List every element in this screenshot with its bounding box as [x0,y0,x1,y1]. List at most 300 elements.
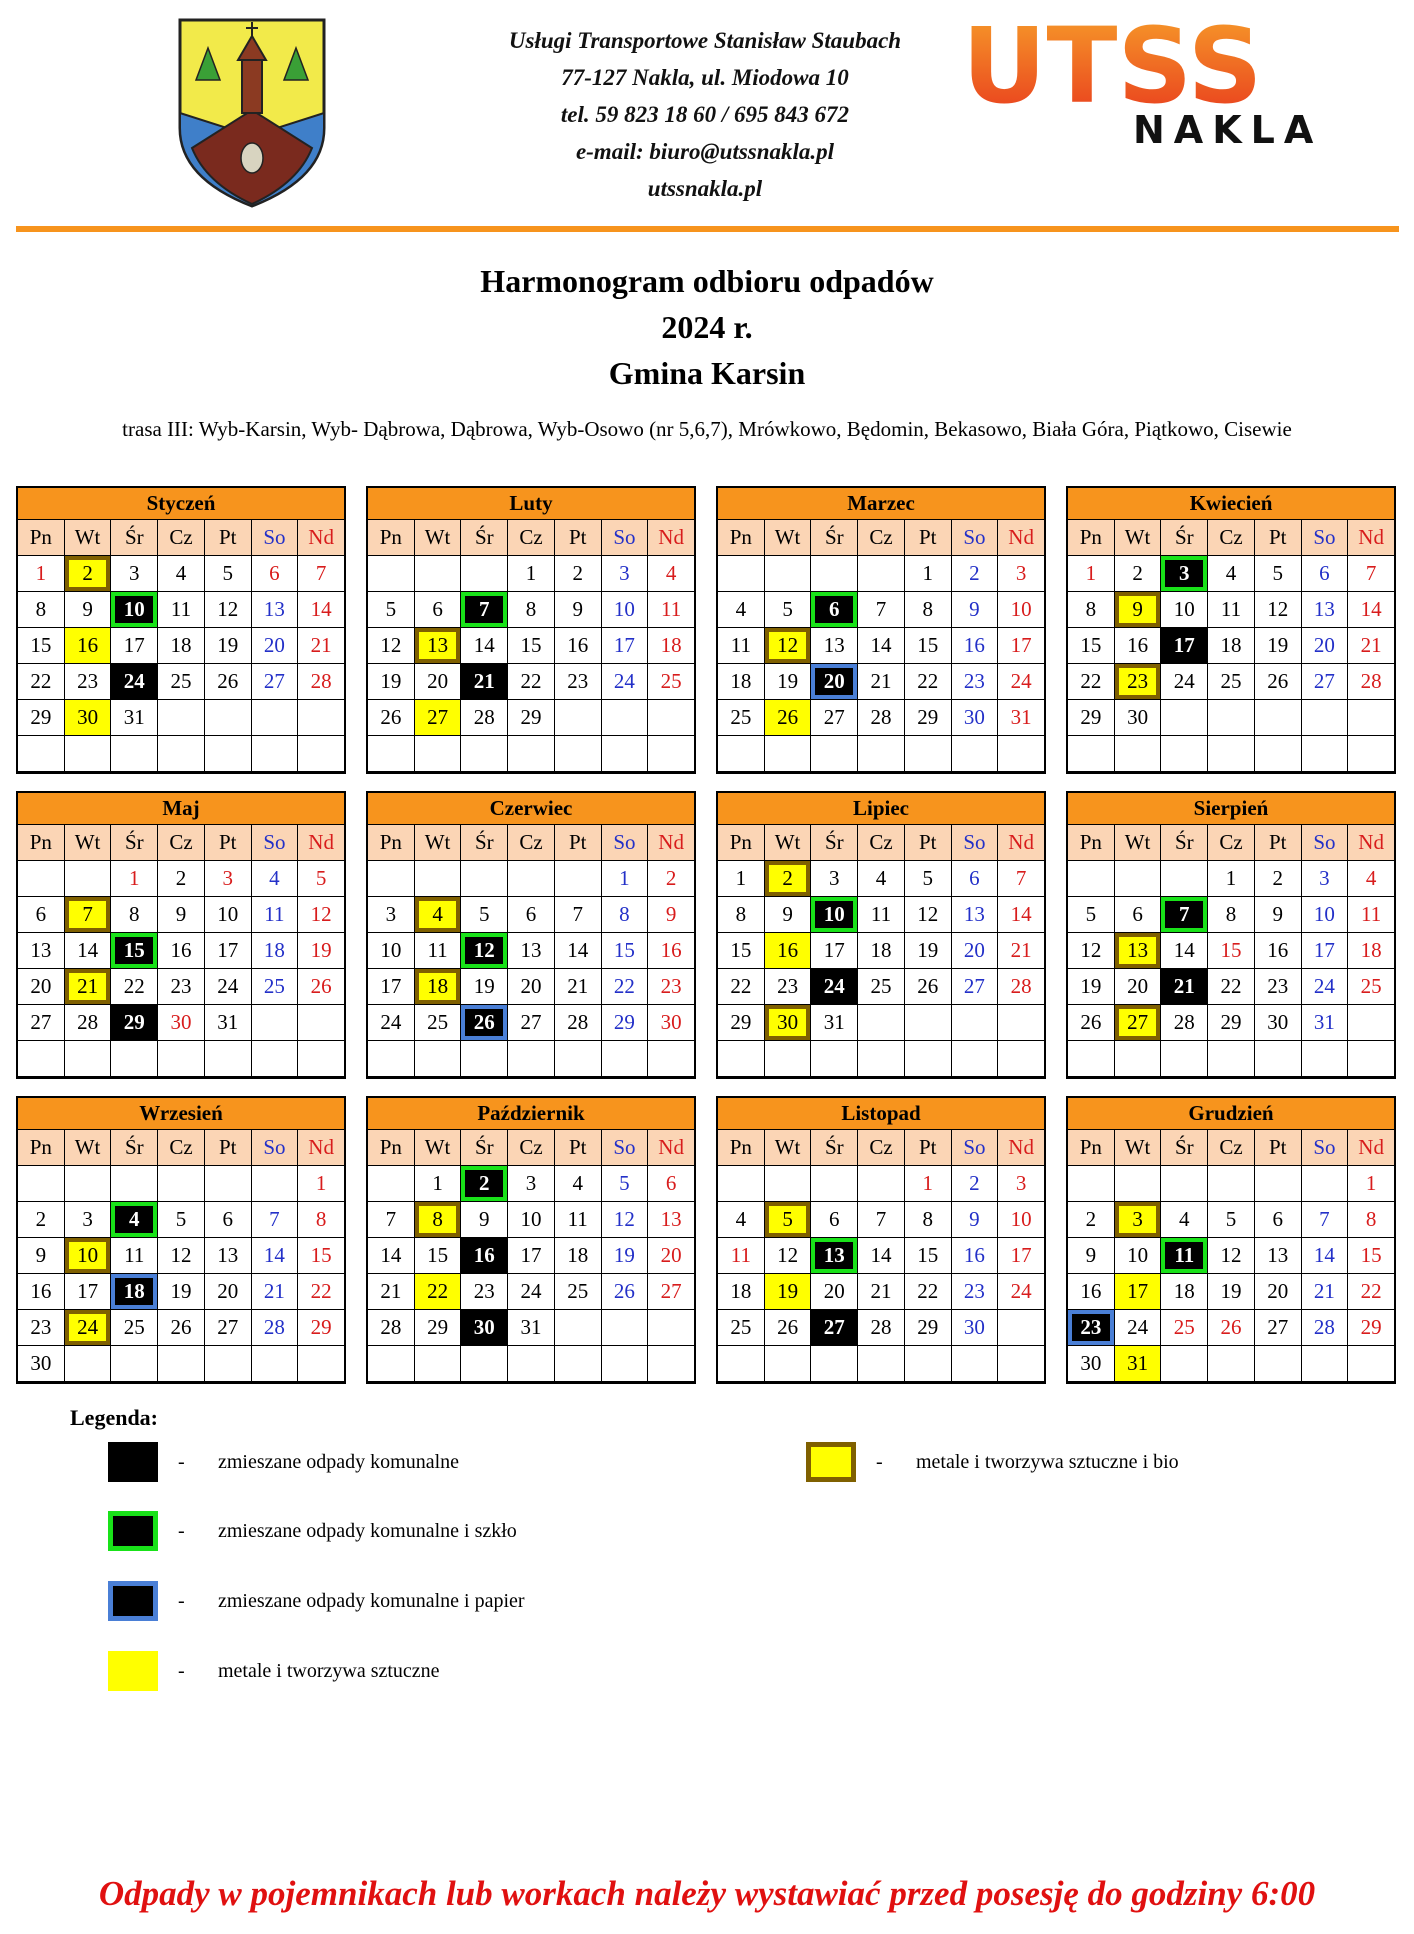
calendar-day: 6 [508,897,555,933]
calendar-day: 11 [718,628,765,664]
calendar-day: 5 [765,592,812,628]
calendar-day: 13 [1255,1238,1302,1274]
empty-day [252,700,299,736]
calendar-day: 8 [508,592,555,628]
empty-day [952,1041,999,1077]
empty-day [298,700,345,736]
empty-day [1255,736,1302,772]
month-name: Luty [366,486,696,520]
calendar-day: 30 [18,1346,65,1382]
weekday-header: Wt [415,520,462,556]
calendar-day: 10 [1161,592,1208,628]
calendar-day: 7 [368,1202,415,1238]
pickup-day: 27 [1115,1005,1162,1041]
pickup-day: 3 [1115,1202,1162,1238]
empty-day [1161,1346,1208,1382]
calendar-day: 4 [718,592,765,628]
calendar-day: 19 [905,933,952,969]
empty-day [65,1041,112,1077]
empty-day [858,1346,905,1382]
empty-day [1348,1346,1395,1382]
calendar-day: 26 [1208,1310,1255,1346]
weekday-header: Nd [998,825,1045,861]
pickup-day: 10 [111,592,158,628]
calendar-day: 8 [111,897,158,933]
empty-day [648,1041,695,1077]
calendar-day: 14 [1348,592,1395,628]
legend-item [108,1581,525,1621]
calendar-day: 23 [18,1310,65,1346]
weekday-header: Pt [555,520,602,556]
weekday-header: Pn [368,1130,415,1166]
pickup-day: 30 [461,1310,508,1346]
calendar-day: 16 [952,628,999,664]
calendar-day: 18 [1208,628,1255,664]
calendar-day: 21 [252,1274,299,1310]
empty-day [602,1346,649,1382]
empty-day [1348,700,1395,736]
calendar-day: 10 [602,592,649,628]
calendar-day: 5 [368,592,415,628]
pickup-day: 31 [1115,1346,1162,1382]
empty-day [1068,1041,1115,1077]
calendar-day: 6 [415,592,462,628]
pickup-day: 21 [461,664,508,700]
weekday-header: Wt [65,1130,112,1166]
calendar-day: 5 [205,556,252,592]
calendar-day: 15 [508,628,555,664]
calendar-day: 16 [1255,933,1302,969]
calendar-day: 1 [1348,1166,1395,1202]
pickup-day: 13 [1115,933,1162,969]
calendar-day: 6 [252,556,299,592]
calendar-day: 26 [298,969,345,1005]
calendar-day: 16 [18,1274,65,1310]
month-days-grid [16,825,346,1079]
calendar-day: 13 [811,628,858,664]
calendar-day: 30 [648,1005,695,1041]
calendar-day: 4 [718,1202,765,1238]
company-website: utssnakla.pl [647,176,763,201]
pickup-day: 7 [65,897,112,933]
calendar-day: 10 [205,897,252,933]
pickup-day: 13 [415,628,462,664]
calendar-day: 17 [508,1238,555,1274]
empty-day [1348,736,1395,772]
empty-day [18,1041,65,1077]
calendar-day: 2 [555,556,602,592]
month-days-grid [366,1130,696,1384]
calendar-day: 26 [1068,1005,1115,1041]
calendar-day: 20 [18,969,65,1005]
empty-day [1161,1166,1208,1202]
pickup-day: 23 [1068,1310,1115,1346]
pickup-day: 2 [765,861,812,897]
pickup-day: 26 [765,700,812,736]
calendar-day: 8 [1068,592,1115,628]
calendar-day: 25 [252,969,299,1005]
calendar-day: 20 [1302,628,1349,664]
empty-day [602,700,649,736]
weekday-header: Śr [811,1130,858,1166]
month-days-grid [716,825,1046,1079]
empty-day [368,1166,415,1202]
calendar-day: 7 [555,897,602,933]
calendar-day: 3 [998,1166,1045,1202]
calendar-day: 13 [648,1202,695,1238]
calendar-day: 6 [1302,556,1349,592]
calendar-day: 27 [648,1274,695,1310]
calendar-day: 28 [998,969,1045,1005]
month-calendar [366,486,696,774]
empty-day [1068,1166,1115,1202]
calendar-day: 2 [1115,556,1162,592]
legend-item [108,1511,517,1551]
month-name: Marzec [716,486,1046,520]
calendar-day: 25 [718,700,765,736]
pickup-day: 7 [1161,897,1208,933]
calendar-day: 30 [158,1005,205,1041]
calendar-day: 21 [998,933,1045,969]
weekday-header: So [252,520,299,556]
calendar-day: 28 [298,664,345,700]
empty-day [1302,1041,1349,1077]
calendar-day: 10 [1302,897,1349,933]
legend-item [108,1651,440,1691]
empty-day [1161,861,1208,897]
calendar-day: 12 [368,628,415,664]
calendar-day: 16 [648,933,695,969]
footer-notice: Odpady w pojemnikach lub workach należy wystawiać przed posesję do godziny 6:00 [98,1874,1316,1913]
empty-day [368,1041,415,1077]
calendar-day: 25 [1208,664,1255,700]
pickup-day: 30 [65,700,112,736]
calendar-day: 28 [1302,1310,1349,1346]
empty-day [1115,861,1162,897]
calendar-day: 20 [1115,969,1162,1005]
weekday-header: Cz [1208,825,1255,861]
calendar-day: 5 [1068,897,1115,933]
empty-day [1302,1166,1349,1202]
weekday-header: Śr [1161,825,1208,861]
calendar-day: 15 [718,933,765,969]
weekday-header: Pn [368,825,415,861]
calendar-day: 31 [1302,1005,1349,1041]
empty-day [602,736,649,772]
empty-day [1115,1166,1162,1202]
legend-dash: - [178,1659,185,1682]
empty-day [415,861,462,897]
calendar-day: 29 [905,700,952,736]
empty-day [158,1346,205,1382]
calendar-day: 1 [18,556,65,592]
pickup-day: 12 [461,933,508,969]
pickup-day: 22 [415,1274,462,1310]
calendar-day: 10 [998,1202,1045,1238]
calendar-day: 18 [158,628,205,664]
empty-day [368,861,415,897]
calendar-day: 28 [1348,664,1395,700]
company-info [440,22,970,207]
empty-day [1208,1041,1255,1077]
month-days-grid [366,520,696,774]
calendar-day: 4 [858,861,905,897]
empty-day [1161,1041,1208,1077]
weekday-header: Śr [1161,520,1208,556]
empty-day [18,736,65,772]
weekday-header: Wt [765,520,812,556]
calendar-day: 7 [1348,556,1395,592]
empty-day [461,1041,508,1077]
empty-day [461,1346,508,1382]
calendar-day: 14 [858,1238,905,1274]
calendar-day: 20 [811,1274,858,1310]
weekday-header: Pn [1068,1130,1115,1166]
calendar-day: 14 [1302,1238,1349,1274]
calendar-day: 10 [368,933,415,969]
calendar-day: 4 [1348,861,1395,897]
calendar-day: 31 [998,700,1045,736]
pickup-day: 8 [415,1202,462,1238]
weekday-header: Nd [298,825,345,861]
calendar-day: 11 [555,1202,602,1238]
calendar-day: 18 [1348,933,1395,969]
weekday-header: Wt [1115,1130,1162,1166]
calendar-day: 22 [508,664,555,700]
empty-day [461,736,508,772]
month-name: Maj [16,791,346,825]
pickup-day: 13 [811,1238,858,1274]
logo-subtext: NAKLA [1133,108,1323,152]
empty-day [158,1166,205,1202]
month-days-grid [1066,825,1396,1079]
legend-swatch [108,1442,158,1482]
calendar-day: 6 [1255,1202,1302,1238]
weekday-header: Pn [1068,520,1115,556]
month-days-grid [16,1130,346,1384]
calendar-day: 14 [555,933,602,969]
month-calendar [1066,1096,1396,1384]
calendar-day: 19 [205,628,252,664]
calendar-day: 2 [1255,861,1302,897]
calendar-day: 21 [1302,1274,1349,1310]
calendar-day: 19 [1255,628,1302,664]
empty-day [858,1005,905,1041]
calendar-day: 24 [368,1005,415,1041]
pickup-day: 10 [811,897,858,933]
calendar-day: 14 [858,628,905,664]
calendar-day: 10 [508,1202,555,1238]
weekday-header: Cz [1208,1130,1255,1166]
calendar-day: 16 [1115,628,1162,664]
company-phone: tel. 59 823 18 60 / 695 843 672 [560,102,850,127]
calendar-day: 18 [858,933,905,969]
empty-day [158,736,205,772]
calendar-day: 31 [111,700,158,736]
calendar-day: 3 [508,1166,555,1202]
empty-day [1068,736,1115,772]
calendar-day: 21 [298,628,345,664]
empty-day [461,556,508,592]
calendar-day: 17 [368,969,415,1005]
calendar-day: 9 [18,1238,65,1274]
empty-day [205,736,252,772]
empty-day [811,1041,858,1077]
empty-day [415,556,462,592]
calendar-day: 11 [158,592,205,628]
calendar-day: 22 [718,969,765,1005]
calendar-day: 15 [415,1238,462,1274]
empty-day [1208,736,1255,772]
empty-day [508,736,555,772]
calendar-day: 1 [298,1166,345,1202]
weekday-header: So [1302,520,1349,556]
empty-day [998,1005,1045,1041]
calendar-day: 29 [415,1310,462,1346]
empty-day [298,1346,345,1382]
weekday-header: Wt [1115,520,1162,556]
calendar-day: 1 [111,861,158,897]
legend-swatch [108,1581,158,1621]
calendar-day: 29 [1208,1005,1255,1041]
weekday-header: Wt [765,825,812,861]
calendar-day: 26 [1255,664,1302,700]
calendar-day: 29 [1348,1310,1395,1346]
weekday-header: Pn [18,825,65,861]
calendar-day: 30 [1115,700,1162,736]
weekday-header: Cz [508,1130,555,1166]
empty-day [765,1166,812,1202]
calendar-day: 24 [998,664,1045,700]
weekday-header: Pt [1255,520,1302,556]
pickup-day: 12 [765,628,812,664]
calendar-day: 7 [858,1202,905,1238]
calendar-day: 29 [298,1310,345,1346]
calendar-day: 8 [602,897,649,933]
legend-swatch [806,1442,856,1482]
calendar-day: 25 [555,1274,602,1310]
calendar-day: 12 [602,1202,649,1238]
calendar-day: 1 [905,556,952,592]
empty-day [1068,861,1115,897]
month-calendar [366,791,696,1079]
calendar-day: 27 [252,664,299,700]
calendar-day: 3 [205,861,252,897]
calendar-day: 8 [718,897,765,933]
calendar-day: 11 [1208,592,1255,628]
weekday-header: Nd [648,520,695,556]
calendar-day: 1 [1068,556,1115,592]
empty-day [811,1166,858,1202]
calendar-day: 11 [1348,897,1395,933]
calendar-day: 12 [298,897,345,933]
calendar-day: 25 [1161,1310,1208,1346]
calendar-day: 18 [555,1238,602,1274]
calendar-day: 8 [18,592,65,628]
calendar-day: 17 [111,628,158,664]
calendar-day: 21 [368,1274,415,1310]
calendar-day: 7 [298,556,345,592]
calendar-day: 2 [18,1202,65,1238]
calendar-day: 23 [765,969,812,1005]
calendar-day: 25 [718,1310,765,1346]
document-title [0,258,1414,396]
calendar-day: 9 [461,1202,508,1238]
empty-day [1255,1041,1302,1077]
calendar-day: 20 [508,969,555,1005]
pickup-day: 11 [1161,1238,1208,1274]
month-name: Wrzesień [16,1096,346,1130]
calendar-day: 12 [158,1238,205,1274]
weekday-header: Śr [811,520,858,556]
empty-day [65,861,112,897]
calendar-day: 17 [998,1238,1045,1274]
calendar-day: 22 [111,969,158,1005]
calendar-day: 25 [111,1310,158,1346]
empty-day [111,1346,158,1382]
weekday-header: Śr [811,825,858,861]
weekday-header: Pt [205,1130,252,1166]
pickup-day: 21 [65,969,112,1005]
empty-day [158,1041,205,1077]
calendar-day: 12 [1208,1238,1255,1274]
empty-day [718,556,765,592]
month-calendar [716,486,1046,774]
empty-day [858,736,905,772]
empty-day [952,1005,999,1041]
calendar-day: 30 [952,700,999,736]
calendar-day: 4 [648,556,695,592]
calendar-day: 24 [508,1274,555,1310]
calendar-day: 9 [952,1202,999,1238]
calendar-day: 17 [811,933,858,969]
weekday-header: So [952,825,999,861]
weekday-header: Pt [205,825,252,861]
calendar-day: 5 [298,861,345,897]
calendar-day: 22 [1348,1274,1395,1310]
month-name: Lipiec [716,791,1046,825]
empty-day [158,700,205,736]
pickup-day: 19 [765,1274,812,1310]
calendar-day: 19 [765,664,812,700]
weekday-header: Śr [111,1130,158,1166]
calendar-day: 7 [998,861,1045,897]
calendar-day: 1 [602,861,649,897]
calendar-day: 27 [18,1005,65,1041]
empty-day [905,736,952,772]
empty-day [368,1346,415,1382]
empty-day [415,1041,462,1077]
calendar-day: 2 [1068,1202,1115,1238]
calendar-day: 21 [1348,628,1395,664]
calendar-day: 25 [415,1005,462,1041]
calendar-day: 21 [555,969,602,1005]
empty-day [648,1310,695,1346]
empty-day [415,1346,462,1382]
calendar-day: 14 [368,1238,415,1274]
month-calendar [366,1096,696,1384]
empty-day [555,736,602,772]
calendar-day: 15 [905,1238,952,1274]
pickup-day: 4 [415,897,462,933]
calendar-day: 30 [952,1310,999,1346]
title-gmina: Gmina Karsin [608,355,806,391]
calendar-day: 13 [952,897,999,933]
calendar-day: 19 [158,1274,205,1310]
calendar-day: 11 [415,933,462,969]
weekday-header: So [602,520,649,556]
pickup-day: 2 [461,1166,508,1202]
